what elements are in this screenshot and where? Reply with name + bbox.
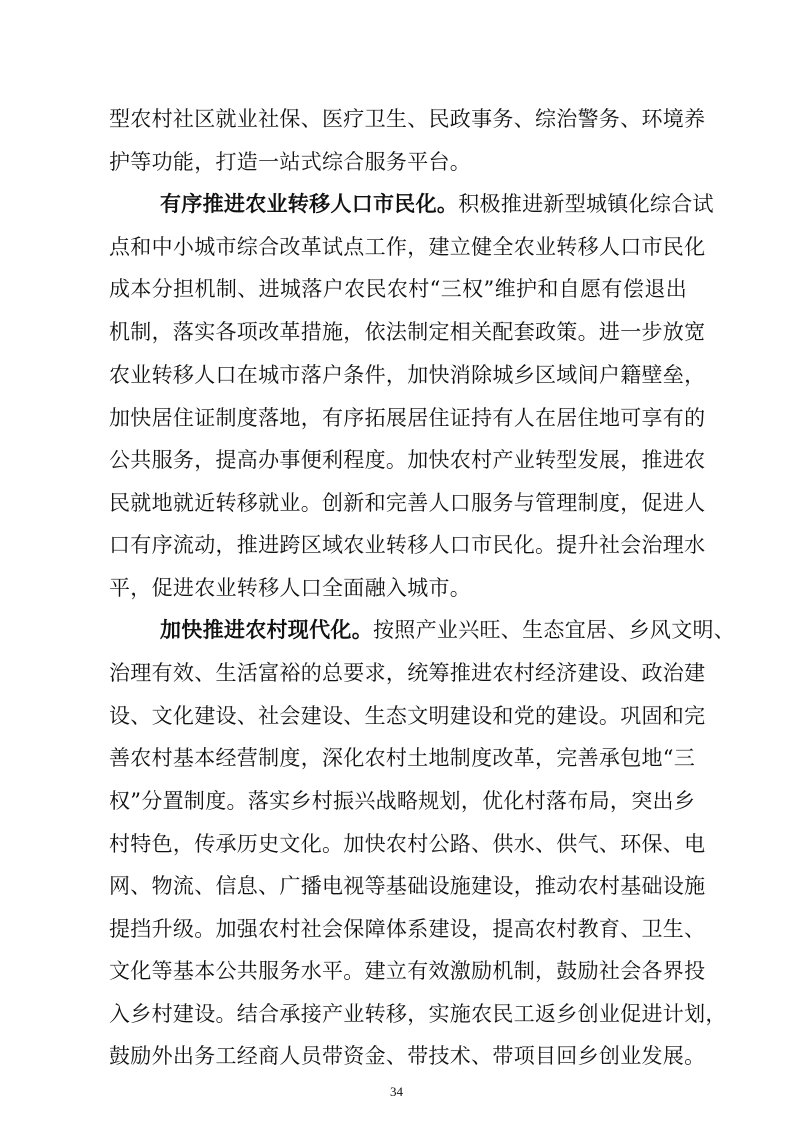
paragraph-line: 民就地就近转移就业。创新和完善人口服务与管理制度，促进人: [109, 491, 706, 515]
paragraph-line: 网、物流、信息、广播电视等基础设施建设，推动农村基础设施: [109, 874, 706, 898]
paragraph-line: 权”分置制度。落实乡村振兴战略规划，优化村落布局，突出乡: [109, 789, 696, 813]
section-first-line: [160, 189, 714, 219]
section-heading: 有序推进农业转移人口市民化。: [160, 191, 459, 216]
paragraph-line: 鼓励外出务工经商人员带资金、带技术、带项目回乡创业发展。: [109, 1044, 706, 1068]
paragraph-line: 成本分担机制、进城落户农民农村“三权”维护和自愿有偿退出: [109, 277, 687, 301]
paragraph-text: 积极推进新型城镇化综合试: [458, 192, 714, 216]
page-number: 34: [390, 1084, 403, 1099]
paragraph-line: 加快居住证制度落地，有序拓展居住证持有人在居住地可享有的: [109, 406, 706, 430]
paragraph-line: 文化等基本公共服务水平。建立有效激励机制，鼓励社会各界投: [109, 959, 706, 983]
paragraph-line: 公共服务，提高办事便利程度。加快农村产业转型发展，推进农: [109, 448, 706, 472]
paragraph-line: 入乡村建设。结合承接产业转移，实施农民工返乡创业促进计划，: [109, 1002, 727, 1026]
section-first-line: [160, 615, 736, 645]
paragraph-line: 口有序流动，推进跨区域农业转移人口市民化。提升社会治理水: [109, 533, 706, 557]
paragraph-text: 按照产业兴旺、生态宜居、乡风文明、: [373, 618, 736, 642]
paragraph-line: 农业转移人口在城市落户条件，加快消除城乡区域间户籍壁垒，: [109, 363, 706, 387]
paragraph-line: 护等功能，打造一站式综合服务平台。: [109, 150, 472, 174]
paragraph-line: 机制，落实各项改革措施，依法制定相关配套政策。进一步放宽: [109, 320, 706, 344]
paragraph-line: 设、文化建设、社会建设、生态文明建设和党的建设。巩固和完: [109, 704, 706, 728]
paragraph-line: 点和中小城市综合改革试点工作，建立健全农业转移人口市民化: [109, 235, 706, 259]
paragraph-line: 善农村基本经营制度，深化农村土地制度改革，完善承包地“三: [109, 746, 696, 770]
paragraph-line: 治理有效、生活富裕的总要求，统筹推进农村经济建设、政治建: [109, 661, 706, 685]
paragraph-line: 平，促进农业转移人口全面融入城市。: [109, 576, 472, 600]
paragraph-line: 提挡升级。加强农村社会保障体系建设，提高农村教育、卫生、: [109, 917, 706, 941]
paragraph-line: 型农村社区就业社保、医疗卫生、民政事务、综治警务、环境养: [109, 107, 706, 131]
section-heading: 加快推进农村现代化。: [160, 617, 373, 642]
paragraph-line: 村特色，传承历史文化。加快农村公路、供水、供气、环保、电: [109, 832, 706, 856]
